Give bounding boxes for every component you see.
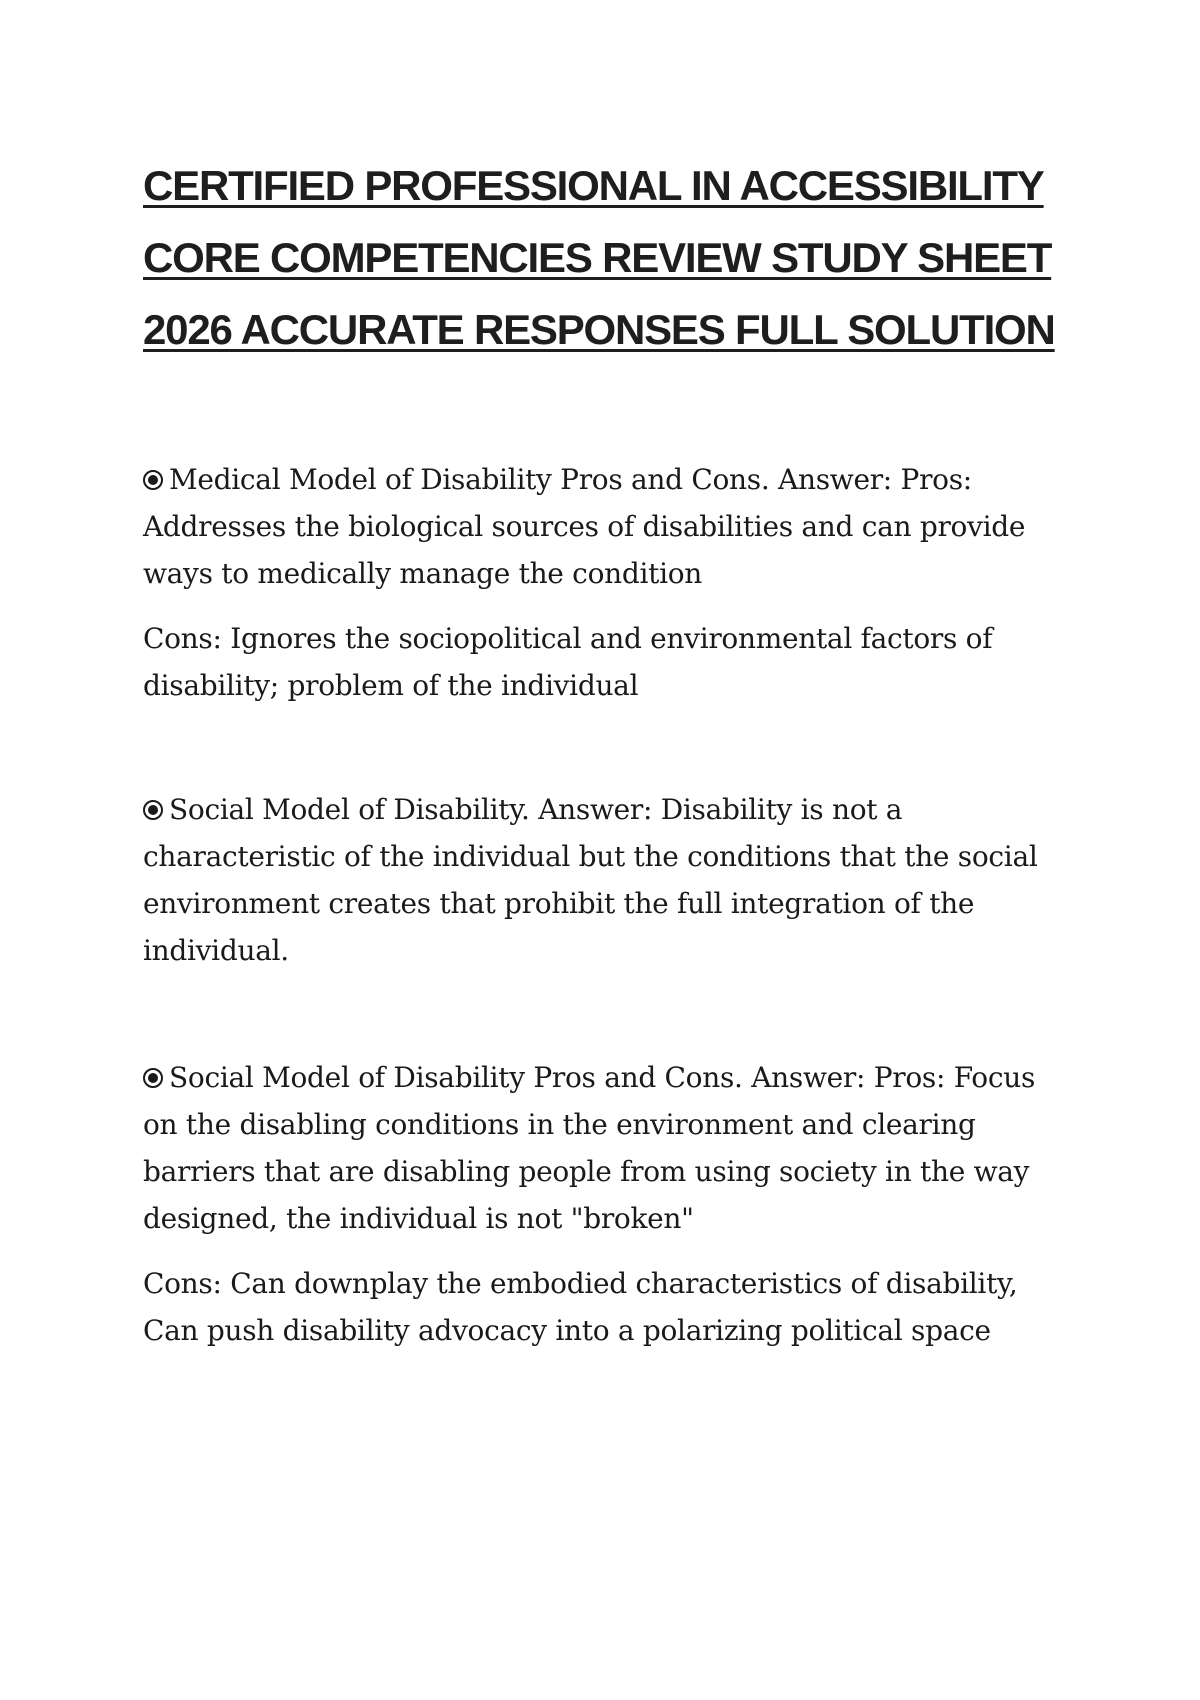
entry-text: Social Model of Disability. Answer: Disability is not a characteristic of the individual but the conditions that the social environment creates that prohibit the full integration of the individual. — [143, 793, 1038, 967]
radio-filled-icon — [143, 800, 163, 820]
entry-cons: Cons: Can downplay the embodied characteristics of disability, Can push disability advocacy into a polarizing political space — [143, 1267, 1018, 1347]
entry-cons: Cons: Ignores the sociopolitical and environmental factors of disability; problem of the individual — [143, 622, 993, 702]
title-line-3: 2026 ACCURATE RESPONSES FULL SOLUTION — [143, 306, 1055, 353]
radio-filled-icon — [143, 1068, 163, 1088]
study-entry-medical-model-pros-cons — [143, 456, 1073, 709]
entry-question-answer — [143, 456, 1073, 597]
entry-question-answer — [143, 786, 1073, 974]
document-title — [143, 150, 1073, 366]
study-entry-social-model — [143, 786, 1073, 974]
study-entry-social-model-pros-cons — [143, 1054, 1073, 1354]
entry-text: Medical Model of Disability Pros and Cons. Answer: Pros: Addresses the biological sources of disabilities and can provide ways to medically manage the condition — [143, 463, 1026, 590]
document-page — [143, 150, 1073, 1347]
title-line-1: CERTIFIED PROFESSIONAL IN ACCESSIBILITY — [143, 162, 1044, 209]
title-line-2: CORE COMPETENCIES REVIEW STUDY SHEET — [143, 234, 1052, 281]
radio-filled-icon — [143, 470, 163, 490]
entry-question-answer — [143, 1054, 1073, 1242]
entry-text: Social Model of Disability Pros and Cons. Answer: Pros: Focus on the disabling conditions in the environment and clearing barriers that are disabling people from using society in the way designed, the individual is not "broken" — [143, 1061, 1036, 1235]
